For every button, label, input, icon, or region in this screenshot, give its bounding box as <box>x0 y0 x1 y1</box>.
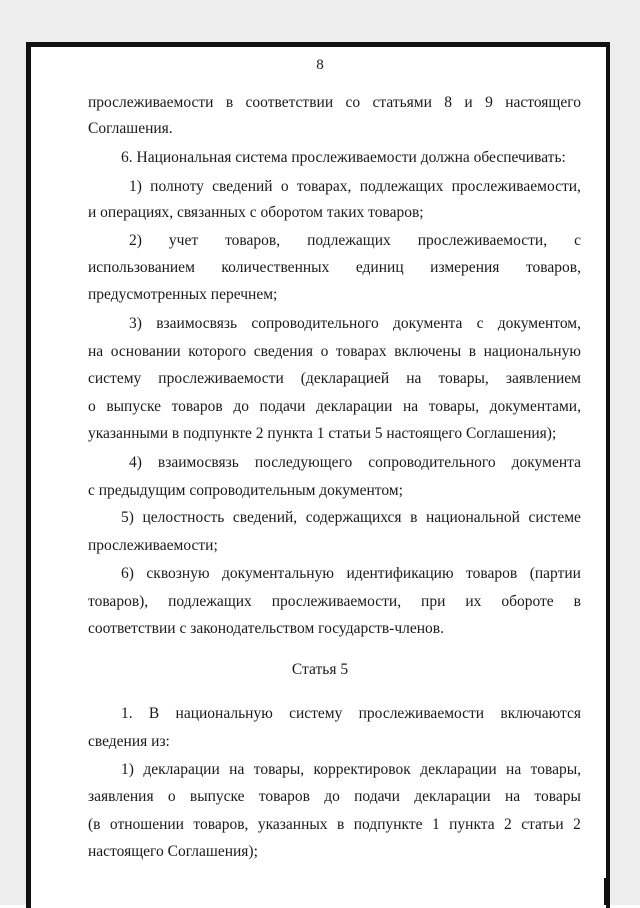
text-line: 5) целостность сведений, содержащихся в национальной системе <box>121 509 581 526</box>
text-line: предусмотренных перечнем; <box>88 286 278 303</box>
text-line: 1. В национальную систему прослеживаемости включаются <box>121 705 581 722</box>
text-line: систему прослеживаемости (декларацией на товары, заявлением <box>88 370 581 387</box>
text-line: соответствии с законодательством государств-членов. <box>88 620 444 637</box>
page-edge-mark <box>604 878 608 905</box>
text-line: 6. Национальная система прослеживаемости должна обеспечивать: <box>121 149 566 166</box>
text-line: указанными в подпункте 2 пункта 1 статьи 5 настоящего Соглашения); <box>88 425 557 442</box>
text-line: Соглашения. <box>88 120 173 137</box>
text-line: 6) сквозную документальную идентификацию товаров (партии <box>121 565 581 582</box>
article-heading: Статья 5 <box>291 661 349 678</box>
text-line: 1) декларации на товары, корректировок декларации на товары, <box>121 761 581 778</box>
text-line: сведения из: <box>88 733 170 750</box>
text-line: 1) полноту сведений о товарах, подлежащих прослеживаемости, <box>129 178 581 195</box>
text-line: с предыдущим сопроводительным документом; <box>88 482 403 499</box>
text-line: (в отношении товаров, указанных в подпункте 1 пункта 2 статьи 2 <box>88 816 581 833</box>
text-line: заявления о выпуске товаров до подачи декларации на товары <box>88 788 581 805</box>
text-line: 4) взаимосвязь последующего сопроводительного документа <box>129 454 581 471</box>
text-line: и операциях, связанных с оборотом таких товаров; <box>88 204 424 221</box>
text-line: прослеживаемости в соответствии со статьями 8 и 9 настоящего <box>88 94 581 111</box>
text-line: 2) учет товаров, подлежащих прослеживаемости, с <box>129 232 581 249</box>
text-line: прослеживаемости; <box>88 537 218 554</box>
page-number: 8 <box>316 57 324 73</box>
text-line: использованием количественных единиц измерения товаров, <box>88 259 581 276</box>
text-line: товаров), подлежащих прослеживаемости, при их обороте в <box>88 593 581 610</box>
text-line: о выпуске товаров до подачи декларации на товары, документами, <box>88 398 581 415</box>
text-line: 3) взаимосвязь сопроводительного документа с документом, <box>129 315 581 332</box>
text-line: на основании которого сведения о товарах включены в национальную <box>88 343 581 360</box>
text-line: настоящего Соглашения); <box>88 843 258 860</box>
